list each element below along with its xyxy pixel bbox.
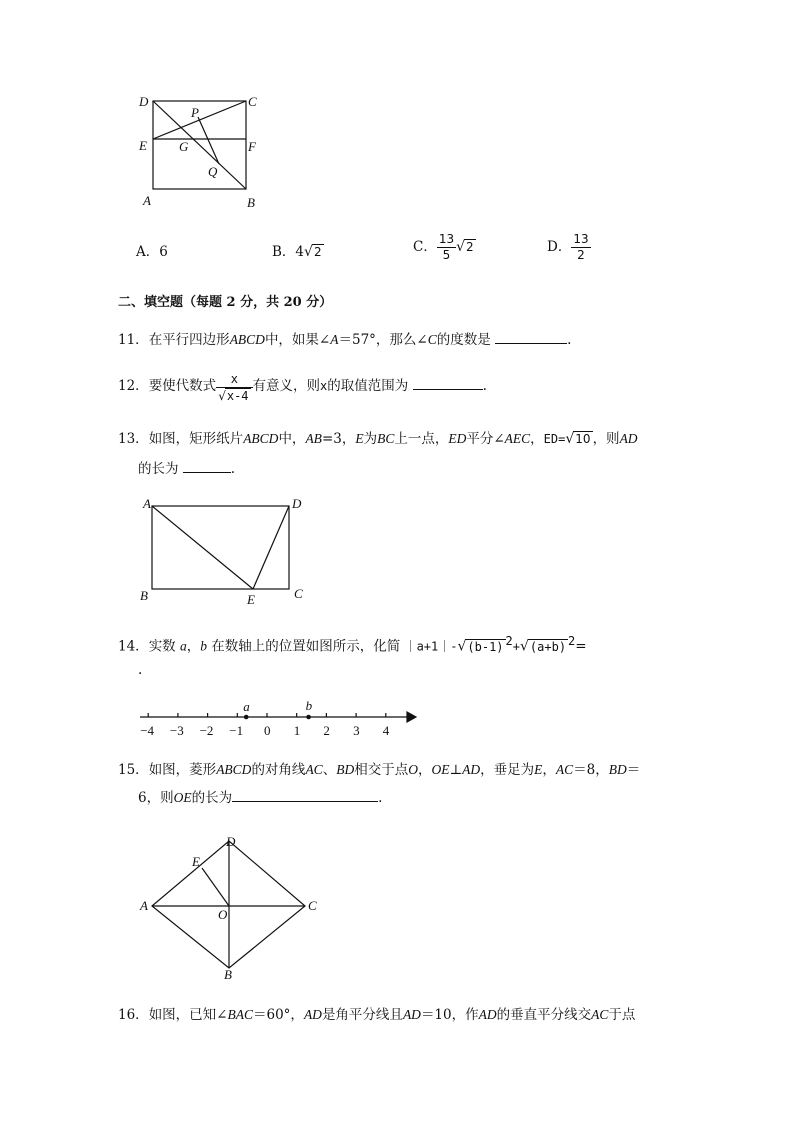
option-c-fraction	[437, 232, 456, 263]
q12-radicand: x-4	[226, 389, 249, 403]
label-point-b: b	[305, 698, 313, 713]
question-15	[118, 760, 640, 780]
q15-var-3: BD	[336, 762, 355, 777]
label-b: B	[247, 195, 255, 210]
question-12	[118, 372, 487, 404]
tick-label: 0	[264, 723, 271, 738]
q12-fraction	[216, 372, 252, 404]
label-e: E	[247, 592, 255, 606]
q11-end: .	[567, 332, 572, 348]
label-c: C	[248, 94, 257, 109]
label-o: O	[218, 907, 228, 922]
q16-var-4: AD	[478, 1007, 497, 1022]
option-d-denominator: 2	[577, 248, 585, 262]
q15-var-2: AC	[305, 762, 323, 777]
label-a: A	[143, 496, 151, 511]
point-b	[306, 715, 311, 720]
tick-label: −3	[169, 723, 184, 738]
label-point-a: a	[243, 699, 250, 714]
q11-text-3: ＝57°，那么∠	[338, 332, 428, 348]
label-e: E	[192, 854, 200, 869]
q13-var-4: BC	[377, 431, 395, 446]
q13-text-4: 为	[363, 431, 378, 447]
label-a: A	[143, 193, 151, 208]
q15-text-7: ，垂足为	[480, 762, 535, 778]
question-14: 14．实数 a，b 在数轴上的位置如图所示，化简 ｜a+1｜-√(b-1) $^2$+√(a+b) $^2$=	[118, 634, 587, 655]
axis-arrow	[407, 712, 416, 722]
q13-var-3: E	[355, 431, 364, 446]
label-q: Q	[208, 164, 218, 179]
q15-text-10: ＝	[626, 762, 641, 778]
q15-var-7: E	[534, 762, 543, 777]
q15-var-8: AC	[555, 762, 574, 777]
q12-number: 12．	[118, 378, 149, 394]
q15-text-2: 的对角线	[251, 762, 306, 778]
option-b-text: B．4	[272, 244, 305, 260]
option-d-fraction	[571, 232, 590, 263]
rectangle-abcd	[152, 506, 289, 589]
q15-var-9: BD	[608, 762, 627, 777]
label-c: C	[308, 898, 317, 913]
label-b: B	[224, 967, 232, 982]
q16-text-6: 于点	[608, 1007, 636, 1023]
q11-text-2: 中，如果∠	[264, 332, 331, 348]
q14-var-a: a	[179, 638, 187, 654]
label-b: B	[140, 588, 148, 603]
segment-ed	[253, 506, 289, 589]
q12-numerator: x	[216, 372, 252, 388]
q14-abs-expr: ｜a+1｜-	[404, 639, 458, 654]
label-a: A	[140, 898, 148, 913]
q15-text-1: 如图，菱形	[148, 762, 217, 778]
tick-label: −4	[140, 723, 155, 738]
q15-end: .	[378, 790, 383, 806]
q12-text-3: 的取值范围为	[327, 378, 409, 394]
label-d: D	[226, 834, 236, 849]
figure-q10	[130, 88, 270, 218]
q14-text-1: 实数	[148, 638, 176, 655]
label-f: F	[248, 139, 256, 154]
q15-text-8: ，	[542, 762, 556, 778]
point-a	[244, 715, 249, 720]
q13-answer-blank[interactable]	[183, 458, 231, 473]
q12-text-1: 要使代数式	[148, 378, 217, 394]
q15-text-4: 相交于点	[354, 762, 409, 778]
q13-text-6: 平分∠	[466, 431, 505, 447]
question-11	[118, 329, 571, 350]
question-14-line-2	[138, 660, 142, 680]
option-c-denominator: 5	[442, 248, 451, 262]
q13-text-1: 如图，矩形纸片	[148, 431, 244, 447]
option-d	[547, 232, 591, 263]
q14-plus: +	[512, 639, 520, 654]
q11-text-1: 在平行四边形	[148, 332, 230, 348]
q16-var-2: AD	[303, 1007, 322, 1022]
tick-label: −2	[199, 723, 214, 738]
diagonal-db	[153, 101, 246, 189]
q13-var-5: ED	[448, 431, 467, 446]
tick-label: 1	[293, 723, 301, 738]
number-line	[135, 697, 425, 742]
label-g: G	[179, 139, 189, 154]
label-e: E	[139, 138, 147, 153]
q12-text-2: 有意义，则	[252, 378, 321, 394]
q14-text-2: ，	[186, 638, 201, 655]
q16-text-1: 如图，已知∠	[148, 1007, 228, 1023]
option-b: B．4√2	[272, 244, 322, 260]
q15-text-6: ⊥	[449, 762, 463, 778]
segment-pq	[198, 117, 219, 164]
q13-var-8: AD	[619, 431, 638, 446]
tick-label: 3	[353, 723, 360, 738]
q16-var-1: BAC	[227, 1007, 253, 1022]
q16-text-2: ＝60°，	[253, 1007, 304, 1023]
q16-text-5: 的垂直平分线交	[496, 1007, 592, 1023]
q14-text-3: 在数轴上的位置如图所示，化简	[211, 638, 401, 655]
q14-radicand-2: (a+b)	[529, 639, 567, 654]
q15-var-1: ABCD	[216, 762, 252, 777]
q11-var-2: A	[330, 332, 339, 347]
option-a-text: A．6	[136, 244, 168, 260]
q15-text-3: 、	[322, 762, 337, 778]
q12-denominator: √x-4	[218, 389, 249, 403]
q14-square-1: 2	[505, 634, 513, 648]
q15-number: 15．	[118, 762, 149, 778]
section-title: 二、填空题（每题 2 分，共 20 分）	[118, 295, 333, 310]
option-d-numerator: 13	[573, 232, 589, 246]
segment-ae	[152, 506, 253, 589]
q13-var-2: AB	[305, 431, 322, 446]
q15-line2-text: 6，则	[138, 790, 174, 806]
q15-var-4: O	[408, 762, 418, 777]
q13-radicand: 10	[575, 432, 591, 446]
q11-var-1: ABCD	[229, 332, 265, 347]
segment-oe	[202, 868, 229, 906]
label-p: P	[191, 105, 199, 120]
q15-line2-text-2: 的长为	[191, 790, 233, 806]
q14-equals: =	[575, 638, 587, 655]
question-13: 13．如图，矩形纸片ABCD中，AB=3，E为BC上一点，ED平分∠AEC，ED=√10 ，则AD	[118, 431, 638, 447]
q13-number: 13．	[118, 431, 149, 447]
q16-text-4: ＝10，作	[420, 1007, 479, 1023]
q13-text-3: =3，	[321, 431, 356, 447]
q15-line2-var: OE	[173, 790, 192, 805]
q15-var-5: OE	[431, 762, 450, 777]
q16-var-3: AD	[402, 1007, 421, 1022]
q11-answer-blank[interactable]	[495, 329, 567, 344]
question-15-line-2	[138, 787, 382, 808]
q14-radicand-1: (b-1)	[467, 639, 504, 654]
question-16	[118, 1005, 635, 1025]
q16-var-5: AC	[591, 1007, 609, 1022]
option-c-radicand: 2	[466, 240, 474, 254]
q11-text-4: 的度数是	[436, 332, 491, 348]
q13-text-8: ，则	[592, 431, 620, 447]
tick-label: −1	[229, 723, 244, 738]
q13-text-2: 中，	[278, 431, 306, 447]
q13-line2-text: 的长为	[138, 461, 179, 477]
tick-label: 2	[323, 723, 330, 738]
tick-label: 4	[382, 723, 390, 738]
label-d: D	[292, 496, 302, 511]
option-c-text: C．	[413, 239, 437, 255]
label-c: C	[294, 586, 303, 601]
q14-line2: .	[138, 662, 143, 678]
figure-q15	[135, 828, 335, 983]
option-a	[136, 240, 168, 260]
q15-answer-blank[interactable]	[232, 787, 378, 802]
q16-number: 16．	[118, 1007, 149, 1023]
q12-answer-blank[interactable]	[413, 375, 483, 390]
q11-number: 11．	[118, 332, 149, 348]
option-b-radicand: 2	[313, 245, 322, 259]
option-c: C． $\frac{13}{5}$ √2	[413, 232, 474, 262]
option-d-text: D．	[547, 239, 572, 255]
q13-var-6: AEC	[504, 431, 531, 446]
q12-end: .	[482, 378, 487, 394]
q14-var-b: b	[200, 638, 207, 654]
q15-text-5: ，	[417, 762, 432, 778]
q11-var-3: C	[427, 332, 437, 347]
q16-text-3: 是角平分线且	[321, 1007, 403, 1023]
q12-var-1: x	[320, 379, 328, 393]
q13-var-1: ABCD	[243, 431, 279, 446]
label-d: D	[139, 94, 149, 109]
q13-text-5: 上一点，	[394, 431, 449, 447]
question-13-line-2	[138, 458, 235, 479]
q14-number: 14．	[118, 638, 149, 655]
option-c-numerator: 13	[438, 232, 455, 246]
q13-end: .	[230, 461, 236, 477]
q15-var-6: AD	[462, 762, 481, 777]
figure-q13	[135, 494, 315, 606]
q13-ed-label: ED=	[543, 432, 566, 446]
q13-text-7: ，	[530, 431, 544, 447]
q14-square-2: 2	[568, 634, 576, 648]
q15-text-9: ＝8，	[573, 762, 609, 778]
